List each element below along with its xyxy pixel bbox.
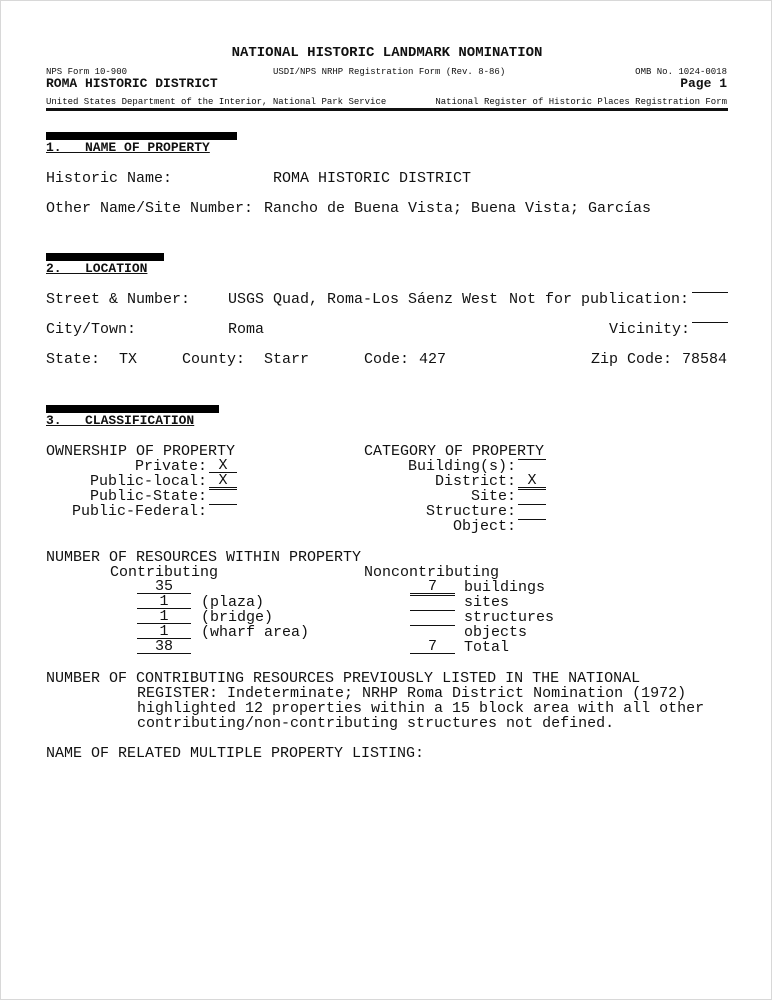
section3-bar <box>46 405 219 413</box>
previously-listed-line1: NUMBER OF CONTRIBUTING RESOURCES PREVIOUSLY LISTED IN THE NATIONAL <box>46 670 641 687</box>
ownership-public-federal-field <box>209 504 237 505</box>
document-title: NATIONAL HISTORIC LANDMARK NOMINATION <box>231 45 543 61</box>
other-name-label: Other Name/Site Number: <box>46 200 254 217</box>
resources-heading: NUMBER OF RESOURCES WITHIN PROPERTY <box>46 549 362 566</box>
previously-listed-line2: REGISTER: Indeterminate; NRHP Roma District Nomination (1972) <box>137 685 687 702</box>
street-label: Street & Number: <box>46 291 191 308</box>
registration-form-label: USDI/NPS NRHP Registration Form (Rev. 8-86) <box>273 67 506 77</box>
ownership-public-state-label: Public-State: <box>89 488 207 505</box>
register-label: National Register of Historic Places Registration Form <box>435 97 727 107</box>
ownership-heading: OWNERSHIP OF PROPERTY <box>46 443 236 460</box>
contributing-count: 1 <box>137 625 191 639</box>
header-rule <box>46 108 728 111</box>
category-district-label: District: <box>434 473 516 490</box>
city-value: Roma <box>228 321 265 338</box>
noncontributing-label: Noncontributing <box>364 564 500 581</box>
page-number: Page 1 <box>680 76 727 91</box>
category-site-field <box>518 489 546 490</box>
section3-heading: 3. CLASSIFICATION <box>46 413 195 428</box>
section1-heading: 1. NAME OF PROPERTY <box>46 140 210 155</box>
form-number: NPS Form 10-900 <box>46 67 128 77</box>
resource-note: (wharf area) <box>201 624 310 641</box>
section2-bar <box>46 253 164 261</box>
historic-name-value: ROMA HISTORIC DISTRICT <box>273 170 472 187</box>
resource-type-total: Total <box>464 639 510 656</box>
noncontributing-count <box>410 625 455 626</box>
contributing-label: Contributing <box>110 564 219 581</box>
contributing-count: 1 <box>137 610 191 624</box>
resource-type: sites <box>464 594 510 611</box>
zip-label: Zip Code: <box>591 351 673 368</box>
category-structure-label: Structure: <box>425 503 516 520</box>
related-listing-label: NAME OF RELATED MULTIPLE PROPERTY LISTING: <box>46 745 425 762</box>
city-label: City/Town: <box>46 321 137 338</box>
resource-type: structures <box>464 609 555 626</box>
code-label: Code: <box>364 351 410 368</box>
category-object-label: Object: <box>452 518 516 535</box>
code-value: 427 <box>419 351 447 368</box>
ownership-private-label: Private: <box>134 458 207 475</box>
resource-type: buildings <box>464 579 546 596</box>
state-value: TX <box>119 351 138 368</box>
noncontributing-count: 7 <box>410 580 455 594</box>
ownership-public-federal-label: Public-Federal: <box>71 503 207 520</box>
category-heading: CATEGORY OF PROPERTY <box>364 443 545 460</box>
vicinity-field <box>692 322 728 323</box>
historic-name-label: Historic Name: <box>46 170 173 187</box>
county-value: Starr <box>264 351 310 368</box>
section1-bar <box>46 132 237 140</box>
ownership-private-field: X <box>209 459 237 473</box>
contributing-total: 38 <box>137 640 191 654</box>
street-value: USGS Quad, Roma-Los Sáenz West <box>228 291 499 308</box>
county-label: County: <box>182 351 246 368</box>
category-building-label: Building(s): <box>407 458 516 475</box>
ownership-public-state-field <box>209 489 237 490</box>
noncontributing-total: 7 <box>410 640 455 654</box>
other-name-value: Rancho de Buena Vista; Buena Vista; Garcías <box>264 200 652 217</box>
category-site-label: Site: <box>470 488 516 505</box>
resource-note: (plaza) <box>201 594 265 611</box>
department-label: United States Department of the Interior, National Park Service <box>46 97 387 107</box>
category-building-field <box>518 459 546 460</box>
noncontributing-count <box>410 610 455 611</box>
omb-number: OMB No. 1024-0018 <box>635 67 727 77</box>
previously-listed-line3: highlighted 12 properties within a 15 block area with all other <box>137 700 705 717</box>
ownership-public-local-field: X <box>209 474 237 488</box>
contributing-count: 35 <box>137 580 191 594</box>
category-structure-field <box>518 504 546 505</box>
state-label: State: <box>46 351 101 368</box>
noncontributing-count <box>410 595 455 596</box>
previously-listed-line4: contributing/non-contributing structures not defined. <box>137 715 615 732</box>
category-object-field <box>518 519 546 520</box>
category-district-field: X <box>518 474 546 488</box>
ownership-public-local-label: Public-local: <box>89 473 207 490</box>
contributing-count: 1 <box>137 595 191 609</box>
not-for-publication-field <box>692 292 728 293</box>
not-for-publication-label: Not for publication: <box>509 291 690 308</box>
resource-type: objects <box>464 624 528 641</box>
zip-value: 78584 <box>682 351 728 368</box>
property-name-header: ROMA HISTORIC DISTRICT <box>46 76 218 91</box>
resource-note: (bridge) <box>201 609 274 626</box>
section2-heading: 2. LOCATION <box>46 261 148 276</box>
vicinity-label: Vicinity: <box>609 321 691 338</box>
